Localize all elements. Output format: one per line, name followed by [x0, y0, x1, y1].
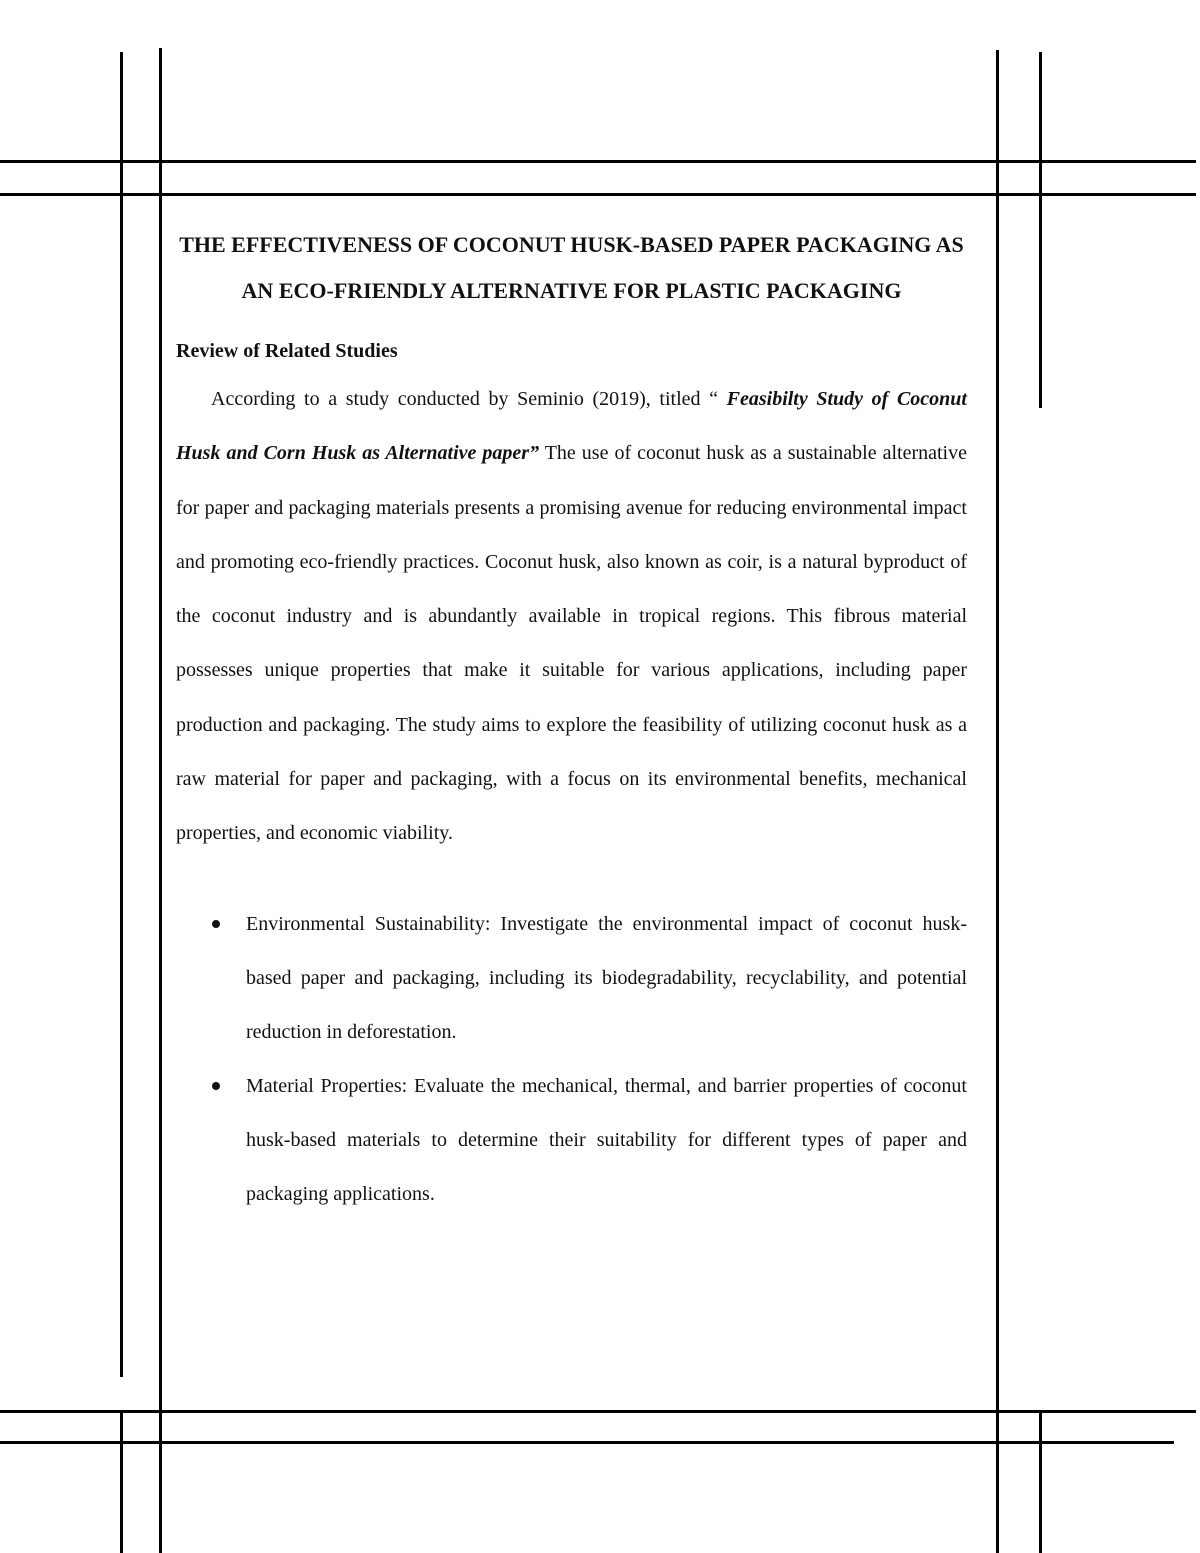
list-item	[246, 897, 967, 1059]
border-rule-top-2	[0, 193, 1196, 196]
section-heading: Review of Related Studies	[176, 340, 398, 362]
document-title: THE EFFECTIVENESS OF COCONUT HUSK-BASED PAPER PACKAGING AS AN ECO-FRIENDLY ALTERNATIVE FOR PLASTIC PACKAGING	[179, 232, 964, 303]
study-title: Feasibilty Study of Coconut Husk and Corn Husk as Alternative paper”	[176, 388, 967, 465]
list-item	[246, 1059, 967, 1221]
border-rule-top-1	[0, 160, 1196, 163]
bullet-list	[176, 897, 967, 1221]
paragraph-lead-in: According to a study conducted by Seminio (2019), titled “	[211, 388, 727, 410]
border-rule-right-outer	[1039, 52, 1042, 408]
border-rule-left-outer	[120, 52, 123, 1377]
bullet-dot-icon	[212, 1082, 220, 1090]
border-rule-left-inner	[159, 48, 162, 1553]
border-rule-right-outer-lower	[1039, 1410, 1042, 1553]
border-rule-bottom-1	[0, 1410, 1196, 1413]
list-item-text: Material Properties: Evaluate the mechanical, thermal, and barrier properties of coconut husk-based materials to determine their suitability for different types of paper and packaging applications.	[246, 1074, 967, 1205]
list-item-text: Environmental Sustainability: Investigate the environmental impact of coconut husk-based paper and packaging, including its biodegradability, recyclability, and potential reduction in deforestation.	[246, 912, 967, 1043]
border-rule-left-outer-lower	[120, 1410, 123, 1553]
paragraph-body: The use of coconut husk as a sustainable alternative for paper and packaging materials presents a promising avenue for reducing environmental impact and promoting eco-friendly practices. Coconut husk, also known as coir, is a natural byproduct of the coconut industry and is abundantly available in tropical regions. This fibrous material possesses unique properties that make it suitable for various applications, including paper production and packaging. The study aims to explore the feasibility of utilizing coconut husk as a raw material for paper and packaging, with a focus on its environmental benefits, mechanical properties, and economic viability.	[176, 442, 967, 845]
body-paragraph	[176, 372, 967, 861]
border-rule-right-inner	[996, 50, 999, 1553]
border-rule-bottom-2	[0, 1441, 1174, 1444]
document-body	[176, 222, 967, 1221]
bullet-dot-icon	[212, 920, 220, 928]
